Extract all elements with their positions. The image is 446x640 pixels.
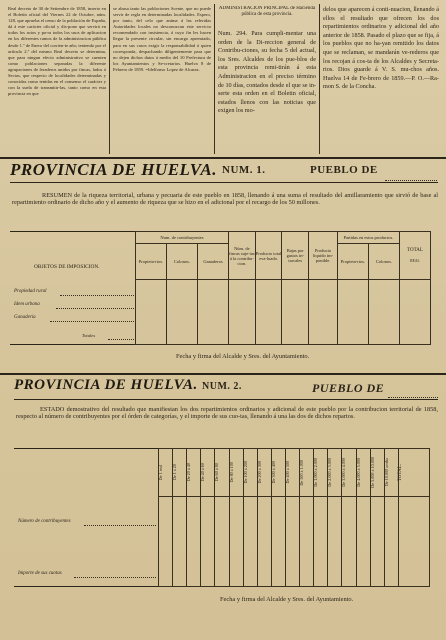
cell[interactable]	[215, 497, 229, 587]
cell[interactable]	[229, 497, 243, 587]
form1-footer: Fecha y firma del Alcalde y Sres. del Ayuntamiento.	[176, 353, 310, 360]
cell[interactable]	[136, 280, 167, 345]
cell[interactable]	[328, 497, 342, 587]
th-cat: De 20 á 40	[187, 449, 201, 497]
form2-row-importe: Importe de sus cuotas	[18, 571, 62, 576]
cell[interactable]	[370, 497, 384, 587]
cell[interactable]	[342, 497, 356, 587]
th-cat: De 400 á 500	[285, 449, 299, 497]
form1-row-ganaderia: Ganadería	[14, 315, 36, 320]
form2-town-line	[388, 397, 438, 398]
form1-table	[135, 231, 431, 345]
cell[interactable]	[271, 497, 285, 587]
cell[interactable]	[368, 280, 399, 345]
h-producto-total: Producto total eva-luado.	[255, 232, 282, 280]
column-3-text: Num. 294. Para cumpli-mentar una orden de la Di-reccion general de Contribu-ciones, su fecha 5 del actual, los Sres. Alcaldes de los pue-blos de esta provincia remi-tirán á esta Administracion en el preciso término de 10 días, contados desde el que se in-serte esta orden en el Boletin oficial, estados llenos con las noticias que exigen los mo-	[218, 30, 316, 115]
th-cat: De 2.000 á 3.000	[328, 449, 342, 497]
form2-title-rule	[14, 399, 438, 400]
th-cat: De 60 á 80	[215, 449, 229, 497]
h-total	[399, 232, 430, 280]
cell[interactable]	[314, 497, 328, 587]
form1-row-idem-urbana: Idem urbana	[14, 302, 40, 307]
h-ganaderos: Ganaderos	[197, 244, 228, 280]
column-3-heading: ADMINISTRACION PRINCIPAL de Hacienda pública de esta provincia.	[218, 6, 316, 17]
th-cat: De 10.000 arriba	[384, 449, 398, 497]
form1-row-line	[56, 308, 134, 309]
form2-row-line	[74, 577, 156, 578]
form2-town-label: PUEBLO DE	[312, 381, 385, 395]
th-cat: De 1 real	[159, 449, 173, 497]
form2-row-line	[84, 525, 156, 526]
form1-province-title: PROVINCIA DE HUELVA.	[10, 160, 217, 179]
form2-estado: ESTADO demostrativo del resultado que manifiestan los dos repartimientos ordinarios y adicional de este pueblo por la contribucion territorial de 1858, respecto al número de contribuyentes por el órden de categorías, y el importe de sus cuo-tas, llenando á una las dos de dichos repartos.	[16, 406, 438, 421]
cell[interactable]	[285, 497, 299, 587]
h-colonos: Colonos.	[166, 244, 197, 280]
th-cat: De 1.000 á 2.000	[314, 449, 328, 497]
th-cat: De 4.000 á 5.000	[356, 449, 370, 497]
column-4-text: delos que aparecen á conti-nuacion, llenando á ellos el resultado que ofrecen los dos repartimientos ordinarios y adicional del año anterior de 1858. Pasado el plazo que se fija, á los pueblos que no ha-yan remitido los datos que se reclaman, se mandarán ve-rederos que los recojan á cos-ta de los Alcaldes y Secreta-rios. Dios guarde á V. S. mu-chos años. Huelva 14 de Fe-brero de 1859.—P. O.—Ra-mon S. de la Concha.	[323, 6, 439, 91]
h-part-prop: Propieta-rios.	[337, 244, 368, 280]
th-cat: De 100 á 200	[243, 449, 257, 497]
h-total-sub: REAL	[410, 258, 420, 263]
form2-left-top-rule	[14, 448, 158, 449]
cell[interactable]	[243, 497, 257, 587]
form1-left-top-rule	[10, 231, 135, 232]
column-1-text: Real decreto de 30 de Setiembre de 1858, inserto en el Boletín oficial del Viernes 22 de Octubre, núm. 128, que aprueba el censo de la población de España, dá á este carácter oficial y dis-pone que servirá en todos los actos y pa-ra todos los usos de aplicacion en los diferentes ramos de la administracion pública desde 1.º de Enero del corrien-te año; teniendo por el artículo 2.º del mismo Real decreto se determina, que para ningun efecto administrativo se cuenten como poblaciones separadas la diferente agrupaciones de feraderos unidos por fincas, lados ó Sectas, que respecto de localidades determinadas y conocidas como tenidas en el consenso el carácter y con la suela de transmitir-las, tanto como en esta provincia en que	[8, 6, 106, 97]
column-divider	[109, 4, 110, 154]
h-part-col: Colonos.	[368, 244, 399, 280]
th-cat: De 3.000 á 4.000	[342, 449, 356, 497]
cell[interactable]	[257, 497, 271, 587]
form1-row-line	[108, 339, 134, 340]
form1-row-line	[50, 321, 134, 322]
cell[interactable]	[337, 280, 368, 345]
form1-row-propiedad-rural: Propiedad rural	[14, 289, 47, 294]
th-cat: De 40 á 60	[201, 449, 215, 497]
form1-row-totales: Totales	[82, 333, 96, 338]
h-propietarios: Propieta-rios.	[136, 244, 167, 280]
cell[interactable]	[228, 280, 255, 345]
h-fincas: Núm. de fincas suje-tas á la contribu-cion.	[228, 232, 255, 280]
form2-province-title: PROVINCIA DE HUELVA.	[14, 377, 198, 393]
column-2-text: se abusa tanto las poblaciones Scente, que no puede servir de regla en determinadas localidades. Espero, por tanto, del celo que anima á las referidas Autoridades locales no desconozcan este servicio recomendado con insistencia, á cuyo fin les hacen llegar la presente circular, sin encargo apremiado, para en sus casos exigir la responsabilidad á quien corresponda, despachando diligentemente para que no dejen dichos datos á medio del 10 Prefectura de los Ayuntamientos y Se-cretarios. Huelva 8 de Febrero de 1859. =Idelfonso Lopez de Alcaraz.	[113, 6, 211, 72]
form1-resumen: RESUMEN de la riqueza territorial, urbana y pecuaria de este pueblo en 1858, llenando á una suma el resultado del amillaramiento que sirvió de base al repartimiento ordinario de dicho año y el aumento de riqueza que se hizo en el adicional por el recargo de los 50 millones.	[12, 192, 438, 207]
section-rule	[0, 373, 446, 375]
form1-number: NUM. 1.	[222, 164, 266, 176]
form1-left-bottom-rule	[10, 344, 135, 345]
cell[interactable]	[309, 280, 338, 345]
th-cat: De 300 á 400	[271, 449, 285, 497]
cell[interactable]	[399, 280, 430, 345]
cell[interactable]	[399, 497, 430, 587]
form2-table	[158, 448, 430, 587]
th-cat: De 80 á 100	[229, 449, 243, 497]
th-cat: De 1 á 20	[173, 449, 187, 497]
cell[interactable]	[173, 497, 187, 587]
form2-number: NUM. 2.	[202, 381, 242, 392]
th-total: TOTAL.	[399, 449, 430, 497]
cell[interactable]	[282, 280, 309, 345]
th-cat: De 200 á 300	[257, 449, 271, 497]
cell[interactable]	[166, 280, 197, 345]
th-cat: De 5.000 á 10.000	[370, 449, 384, 497]
form2-row-numero: Número de contribuyentes	[18, 519, 71, 524]
form1-title-rule	[10, 182, 438, 183]
cell[interactable]	[187, 497, 201, 587]
cell[interactable]	[201, 497, 215, 587]
h-producto-liquido: Producto liquido im-ponible.	[309, 232, 338, 280]
column-divider	[214, 4, 215, 154]
form1-row-line	[60, 295, 134, 296]
cell[interactable]	[300, 497, 314, 587]
cell[interactable]	[197, 280, 228, 345]
h-partidas: Partidas en estos productos.	[337, 232, 399, 244]
form2-left-bottom-rule	[14, 586, 158, 587]
h-total-label: TOTAL	[407, 247, 423, 253]
form1-objetos-label: OBJETOS DE IMPOSICION.	[34, 264, 100, 270]
column-divider	[319, 4, 320, 154]
th-cat: De 500 á 1.000	[300, 449, 314, 497]
cell[interactable]	[356, 497, 370, 587]
cell[interactable]	[255, 280, 282, 345]
section-rule	[0, 157, 446, 159]
cell[interactable]	[159, 497, 173, 587]
form1-town-label: PUEBLO DE	[310, 164, 378, 176]
form1-town-line	[385, 180, 437, 181]
cell[interactable]	[384, 497, 398, 587]
h-bajas: Bajas por gastos in-tarcales	[282, 232, 309, 280]
h-numero: Num. de contribuyentes	[136, 232, 229, 244]
form2-footer: Fecha y firma del Alcalde y Sres. del Ayuntamiento.	[220, 596, 354, 603]
